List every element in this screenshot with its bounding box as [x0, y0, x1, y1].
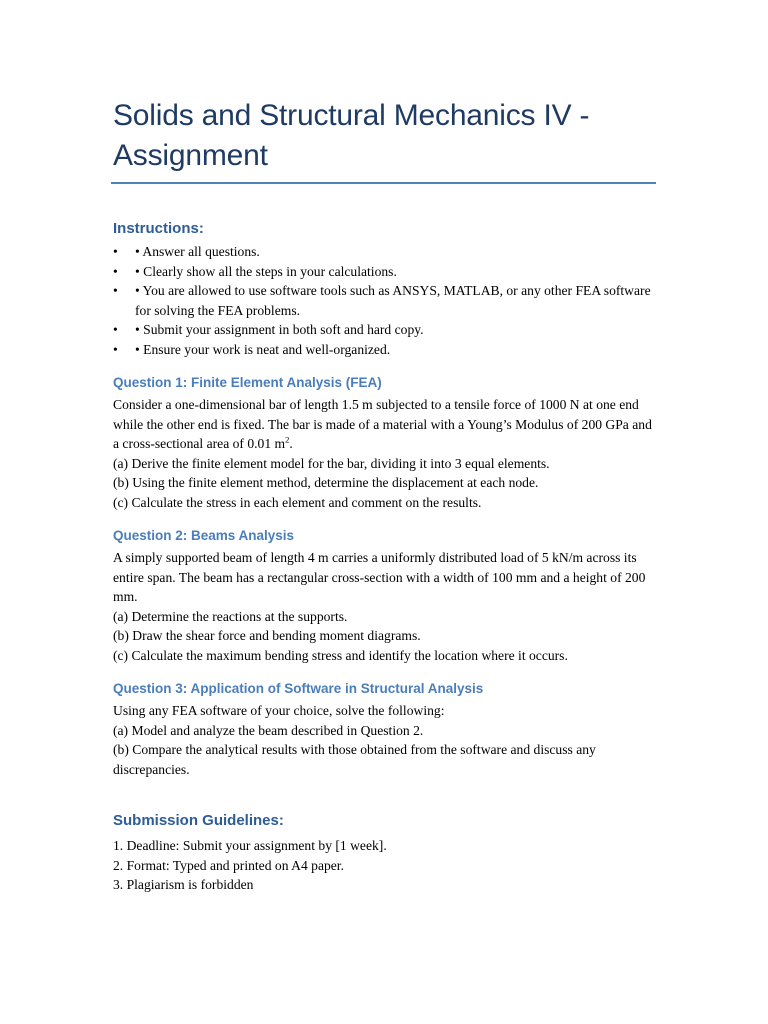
question-3-part-b: (b) Compare the analytical results with those obtained from the software and discuss any discrepancies.	[113, 742, 596, 777]
instruction-text: • You are allowed to use software tools such as ANSYS, MATLAB, or any other FEA software for solving the FEA problems.	[135, 283, 651, 318]
superscript: 2	[285, 434, 290, 445]
instruction-item	[113, 281, 658, 320]
bullet-icon: •	[113, 341, 118, 357]
question-2-part-a: (a) Determine the reactions at the supports.	[113, 608, 348, 624]
bullet-icon: •	[113, 244, 118, 259]
submission-item: 1. Deadline: Submit your assignment by [1 week].	[113, 838, 387, 853]
question-2-part-b: (b) Draw the shear force and bending moment diagrams.	[113, 628, 421, 643]
title-underline	[111, 182, 656, 184]
instruction-item	[113, 320, 658, 340]
question-1-text-end: .	[289, 436, 293, 451]
bullet-icon: •	[113, 263, 118, 279]
document-body	[113, 96, 658, 895]
submission-list	[113, 836, 658, 895]
question-3-part-a: (a) Model and analyze the beam described in Question 2.	[113, 722, 424, 738]
question-2-part-c: (c) Calculate the maximum bending stress and identify the location where it occurs.	[113, 647, 568, 663]
question-2-paragraph: A simply supported beam of length 4 m carries a uniformly distributed load of 5 kN/m across its entire span. The beam has a rectangular cross-section with a width of 100 mm and a height of 200 mm.	[113, 550, 646, 604]
question-1-part-a: (a) Derive the finite element model for the bar, dividing it into 3 equal elements.	[113, 455, 550, 471]
instruction-item	[113, 340, 658, 360]
question-3-heading: Question 3: Application of Software in Structural Analysis	[113, 681, 484, 696]
question-1-heading: Question 1: Finite Element Analysis (FEA)	[113, 375, 382, 390]
bullet-icon: •	[113, 283, 118, 298]
question-1-paragraph	[113, 395, 658, 454]
instruction-item	[113, 242, 658, 262]
question-3-paragraph: Using any FEA software of your choice, solve the following:	[113, 703, 445, 718]
bullet-icon: •	[113, 322, 118, 337]
document-title: Solids and Structural Mechanics IV - Assignment	[113, 99, 590, 172]
question-1-part-b: (b) Using the finite element method, determine the displacement at each node.	[113, 475, 539, 490]
question-1-part-c: (c) Calculate the stress in each element and comment on the results.	[113, 494, 482, 510]
instruction-text: • Ensure your work is neat and well-organized.	[135, 341, 391, 357]
instructions-list	[113, 242, 658, 359]
instruction-text: • Answer all questions.	[135, 244, 260, 259]
instruction-text: • Submit your assignment in both soft and hard copy.	[135, 322, 424, 337]
submission-item: 3. Plagiarism is forbidden	[113, 877, 254, 892]
question-2-heading: Question 2: Beams Analysis	[113, 528, 295, 543]
instructions-heading: Instructions:	[113, 220, 204, 237]
submission-heading: Submission Guidelines:	[113, 812, 284, 829]
question-1-text: Consider a one-dimensional bar of length 1.5 m subjected to a tensile force of 1000 N at one end while the other end is fixed. The bar is made of a material with a Young’s Modulus of 200 GPa and a cross-sectional area of 0.01 m	[113, 397, 652, 451]
instruction-text: • Clearly show all the steps in your calculations.	[135, 263, 397, 279]
instruction-item	[113, 262, 658, 282]
submission-item: 2. Format: Typed and printed on A4 paper.	[113, 857, 344, 873]
